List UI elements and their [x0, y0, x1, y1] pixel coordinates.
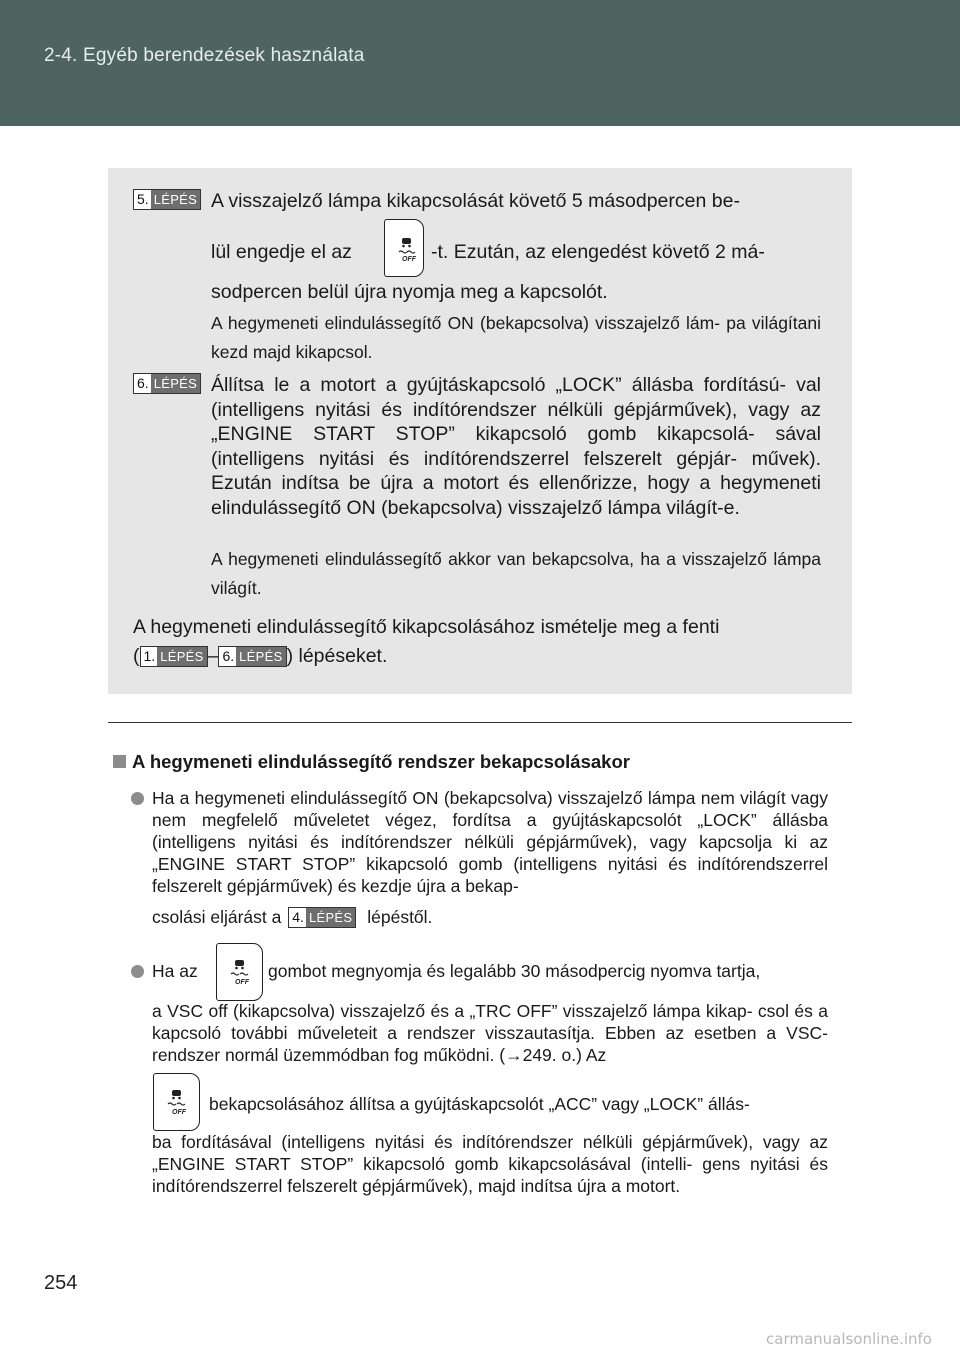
round-bullet-icon: [131, 792, 144, 805]
step-5-note: A hegymeneti elindulássegítő ON (bekapcsolva) visszajelző lám- pa világítani kezd majd kikapcsol.: [211, 313, 821, 362]
step-5-line-2-end: -t. Ezután, az elengedést követő 2 má-: [431, 241, 765, 263]
step-6-ref-badge: 6. LÉPÉS: [218, 646, 286, 667]
bullet-2-end: ba fordításával (intelligens nyitási és indítórendszer nélküli gépjárművek), vagy az „ENGINE START STOP” kikapcsoló gomb kikapcsolásával (intelli- gens nyitási és indítórendszerrel felszerelt gépjárművek), majd indítsa újra a motort.: [152, 1132, 828, 1196]
step-5-badge: 5. LÉPÉS: [133, 189, 201, 210]
watermark: carmanualsonline.info: [766, 1330, 932, 1348]
section-heading: A hegymeneti elindulássegítő rendszer bekapcsolásakor: [113, 750, 853, 775]
svg-text:OFF: OFF: [402, 256, 416, 263]
round-bullet-icon: [131, 965, 144, 978]
step-5-line-1: A visszajelző lámpa kikapcsolását követő 5 másodpercen be-: [211, 190, 740, 212]
chapter-title: 2-4. Egyéb berendezések használata: [44, 45, 365, 66]
step-6-badge: 6. LÉPÉS: [133, 373, 201, 394]
vsc-off-button-icon: [216, 943, 263, 1001]
bullet-2-after-icon: bekapcsolásához állítsa a gyújtáskapcsolót „ACC” vagy „LOCK” állás-: [209, 1094, 750, 1114]
bullet-1-last-line: csolási eljárást a 4. LÉPÉS lépéstől.: [152, 907, 433, 927]
vsc-off-button-icon: [384, 219, 424, 277]
bullet-1-text: Ha a hegymeneti elindulássegítő ON (bekapcsolva) visszajelző lámpa nem világít vagy nem megfelelő műveletet végez, fordítsa a gyújtáskapcsolót „LOCK” állásba (intelligens nyitási és indítórendszer nélküli gépjárművek), vagy kapcsolja ki az „ENGINE START STOP” kikapcsoló gomb (intelligens nyitási és indítórendszerrel felszerelt gépjárművek) és kezdje újra a bekap-: [152, 788, 828, 896]
page-number: 254: [44, 1272, 78, 1294]
step-1-badge: 1. LÉPÉS: [140, 646, 208, 667]
step-6-text: Állítsa le a motort a gyújtáskapcsoló „LOCK” állásba fordítású- val (intelligens nyitási és indítórendszer nélküli gépjárművek), vagy az „ENGINE START STOP” kikapcsoló gomb kikapcsolá- sával (intelligens nyitási és indítórendszerrel felszerelt gépjár- művek). Ezután indítsa be újra a motort és ellenőrizze, hogy a hegymeneti elindulássegítő ON (bekapcsolva) visszajelző lámpa világít-e.: [211, 374, 821, 519]
section-divider: [108, 722, 852, 723]
repeat-step-range: ( 1. LÉPÉS – 6. LÉPÉS ) lépéseket.: [133, 645, 388, 667]
square-bullet-icon: [113, 755, 126, 768]
vsc-off-button-icon: [153, 1073, 200, 1131]
bullet-2-middle: a VSC off (kikapcsolva) visszajelző és a „TRC OFF” visszajelző lámpa kikap- csol és a kapcsoló további műveleteit a rendszer visszautasítja. Ebben az esetben a VSC-rendszer normál üzemmódban fog működni. (→249. o.) Az: [152, 1001, 828, 1065]
step-5-line-3: sodpercen belül újra nyomja meg a kapcsolót.: [211, 281, 608, 303]
bullet-2-start: Ha az: [152, 961, 198, 981]
svg-text:OFF: OFF: [172, 1109, 186, 1116]
svg-text:OFF: OFF: [235, 979, 249, 986]
repeat-instruction: A hegymeneti elindulássegítő kikapcsolásához ismételje meg a fenti: [133, 616, 720, 638]
header-bar: [0, 0, 960, 126]
bullet-2-line-1: gombot megnyomja és legalább 30 másodpercig nyomva tartja,: [268, 961, 761, 981]
step-4-badge: 4. LÉPÉS: [288, 907, 356, 928]
step-6-note: A hegymeneti elindulássegítő akkor van bekapcsolva, ha a visszajelző lámpa világít.: [211, 549, 821, 598]
step-5-line-2-start: lül engedje el az: [211, 241, 352, 263]
